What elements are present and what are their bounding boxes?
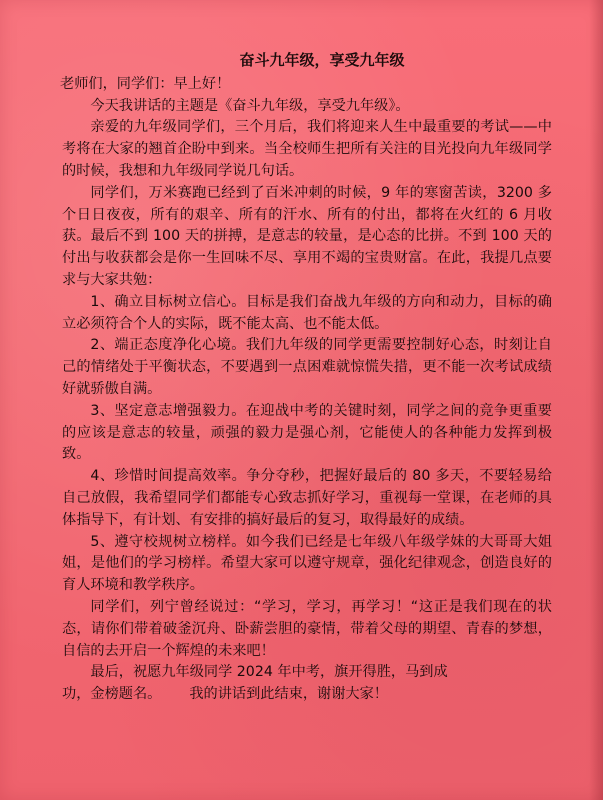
document-title: 奋斗九年级，享受九年级 — [239, 51, 405, 69]
point-2-attitude: 2、端正态度净化心境。我们九年级的同学更需要控制好心态，时刻让自己的情绪处于平衡状态，不要遇到一点困难就惊慌失措，更不能一次考试成绩好就骄傲自满。 — [62, 337, 552, 397]
paragraph-intro: 亲爱的九年级同学们，三个月后，我们将迎来人生中最重要的考试——中考将在大家的翘首企盼中到来。当全校师生把所有关注的目光投向九年级同学的时候，我想和九年级同学说几句话。 — [62, 119, 552, 179]
speech-document — [62, 50, 552, 706]
closing-thanks: 我的讲话到此结束，谢谢大家！ — [189, 686, 388, 703]
paragraph-sprint: 同学们，万米赛跑已经到了百米冲刺的时候，9 年的寒窗苦读，3200 多个日日夜夜，所有的艰辛、所有的汗水、所有的付出，都将在火红的 6 月收获。最后不到 100 天的拼搏，是意志的较量，是心态的比拼。不到 100 天的付出与收获都会是你一生回味不尽、享用不竭的宝贵财富。在此，我提几点要求与大家共勉： — [62, 184, 552, 288]
point-5-role-model: 5、遵守校规树立榜样。如今我们已经是七年级八年级学妹的大哥哥大姐姐，是他们的学习榜样。希望大家可以遵守规章，强化纪律观念，创造良好的育人环境和教学秩序。 — [62, 533, 552, 594]
greeting-line: 老师们，同学们：早上好！ — [60, 75, 231, 92]
point-1-goals: 1、确立目标树立信心。目标是我们奋战九年级的方向和动力，目标的确立必须符合个人的实际，既不能太高、也不能太低。 — [62, 293, 552, 332]
closing-wish-line: 最后，祝愿九年级同学 2024 年中考，旗开得胜，马到成 — [90, 664, 448, 681]
closing-final-line — [62, 684, 552, 706]
point-4-time: 4、珍惜时间提高效率。争分夺秒，把握好最后的 80 多天，不要轻易给自己放假，我希望同学们都能专心致志抓好学习，重视每一堂课，在老师的具体指导下，有计划、有安排的搞好最后的复习，取得最好的成绩。 — [62, 468, 552, 528]
paragraph-lenin-quote: 同学们，列宁曾经说过：“学习，学习，再学习！“这正是我们现在的状态，请你们带着破釜沉舟、卧薪尝胆的豪情，带着父母的期望、青春的梦想，自信的去开启一个辉煌的未来吧！ — [62, 598, 552, 659]
paper-edge-shadow — [589, 0, 603, 800]
point-3-willpower: 3、坚定意志增强毅力。在迎战中考的关键时刻，同学之间的竞争更重要的应该是意志的较量，顽强的毅力是强心剂，它能使人的各种能力发挥到极致。 — [62, 402, 552, 463]
closing-wish-end: 功，金榜题名。 — [62, 686, 162, 703]
paragraph-topic: 今天我讲话的主题是《奋斗九年级，享受九年级》。 — [90, 97, 410, 114]
